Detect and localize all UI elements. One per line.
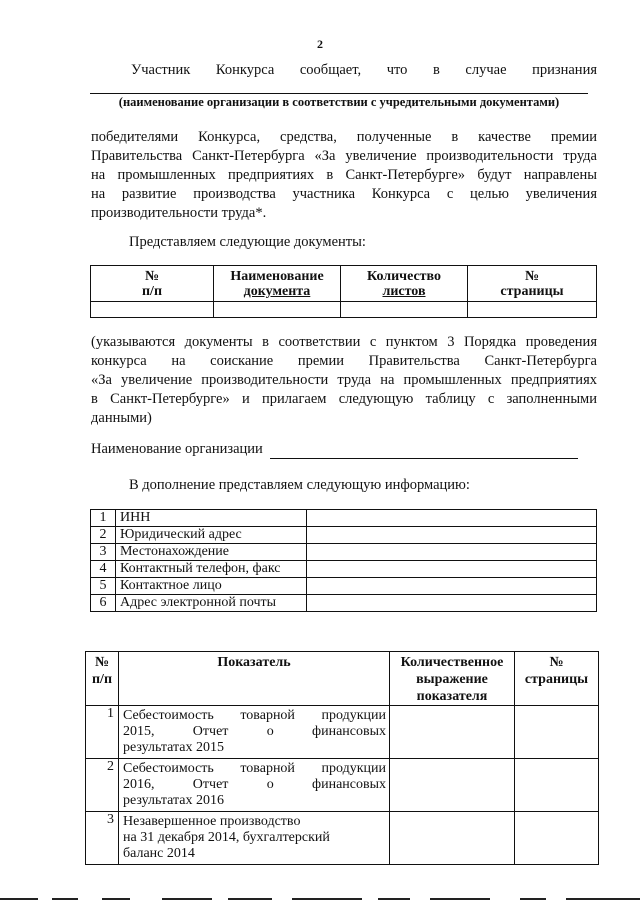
table-row <box>91 595 597 612</box>
row-label: Юридический адрес <box>116 527 307 544</box>
organization-name-label: Наименование организации <box>91 441 263 457</box>
row-label: Адрес электронной почты <box>116 595 307 612</box>
table-cell[interactable] <box>91 302 214 318</box>
table-row <box>91 527 597 544</box>
note-line: в Санкт-Петербурге» и прилагаем следующую таблицу с заполненными <box>91 391 597 407</box>
table-row <box>86 706 599 759</box>
organization-name-caption: (наименование организации в соответствии с учредительными документами) <box>118 95 560 109</box>
quantity-cell[interactable] <box>390 706 515 759</box>
table-row <box>86 759 599 812</box>
intro-paragraph <box>91 128 597 223</box>
table-row <box>91 510 597 527</box>
documents-table-row <box>91 302 597 318</box>
row-number: 5 <box>91 578 116 595</box>
intro-paragraph-line: Правительства Санкт-Петербурга «За увеличение производительности труда <box>91 148 597 164</box>
intro-paragraph-line: на промышленных предприятиях в Санкт-Петербурге» будут направлены <box>91 167 597 183</box>
row-number: 3 <box>91 544 116 561</box>
col-document-name-header: Наименование документа <box>214 266 341 302</box>
col-page-header: № страницы <box>468 266 597 302</box>
row-label: Местонахождение <box>116 544 307 561</box>
indicator-description: Незавершенное производство на 31 декабря 2014, бухгалтерский баланс 2014 <box>119 812 390 865</box>
row-label: Контактный телефон, факс <box>116 561 307 578</box>
table-row <box>91 578 597 595</box>
row-value[interactable] <box>307 595 597 612</box>
page-cell[interactable] <box>515 706 599 759</box>
indicator-description: Себестоимость товарной продукции 2016, Отчет о финансовых результатах 2016 <box>119 759 390 812</box>
note-line: «За увеличение производительности труда на промышленных предприятиях <box>91 372 597 388</box>
row-value[interactable] <box>307 561 597 578</box>
intro-paragraph-line: на развитие производства участника Конкурса с целью увеличения <box>91 186 597 202</box>
table-row <box>91 544 597 561</box>
page-cell[interactable] <box>515 759 599 812</box>
table-row <box>91 561 597 578</box>
intro-paragraph-line: производительности труда*. <box>91 205 267 221</box>
row-number: 2 <box>91 527 116 544</box>
row-number: 2 <box>86 759 119 812</box>
table-cell[interactable] <box>468 302 597 318</box>
note-line: конкурса на соискание премии Правительства Санкт-Петербурга <box>91 353 597 369</box>
row-value[interactable] <box>307 527 597 544</box>
indicator-description: Себестоимость товарной продукции 2015, Отчет о финансовых результатах 2015 <box>119 706 390 759</box>
row-value[interactable] <box>307 510 597 527</box>
row-label: Контактное лицо <box>116 578 307 595</box>
row-label: ИНН <box>116 510 307 527</box>
organization-name-underline <box>90 93 588 94</box>
page-cell[interactable] <box>515 812 599 865</box>
row-number: 4 <box>91 561 116 578</box>
col-page-header: № страницы <box>515 652 599 706</box>
table-row <box>86 812 599 865</box>
info-table <box>90 509 597 612</box>
col-sheet-count-header: Количество листов <box>341 266 468 302</box>
table-continuation-edge <box>0 898 640 905</box>
additional-info-heading: В дополнение представляем следующую информацию: <box>129 477 470 493</box>
row-number: 1 <box>91 510 116 527</box>
row-value[interactable] <box>307 578 597 595</box>
documents-heading: Представляем следующие документы: <box>129 234 366 250</box>
organization-name-field[interactable] <box>270 458 578 459</box>
intro-paragraph-line: победителями Конкурса, средства, полученные в качестве премии <box>91 129 597 145</box>
row-number: 3 <box>86 812 119 865</box>
quantity-cell[interactable] <box>390 759 515 812</box>
intro-line: Участник Конкурса сообщает, что в случае признания <box>131 62 597 78</box>
col-number-header: № п/п <box>91 266 214 302</box>
note-line: данными) <box>91 410 152 426</box>
row-number: 1 <box>86 706 119 759</box>
quantity-cell[interactable] <box>390 812 515 865</box>
table-cell[interactable] <box>341 302 468 318</box>
documents-table-header <box>91 266 597 302</box>
page-number: 2 <box>317 37 323 51</box>
documents-note <box>91 333 597 428</box>
col-indicator-header: Показатель <box>119 652 390 706</box>
indicator-table-header <box>86 652 599 706</box>
col-quantity-header: Количественное выражение показателя <box>390 652 515 706</box>
note-line: (указываются документы в соответствии с пунктом 3 Порядка проведения <box>91 334 597 350</box>
table-cell[interactable] <box>214 302 341 318</box>
col-number-header: № п/п <box>86 652 119 706</box>
row-value[interactable] <box>307 544 597 561</box>
row-number: 6 <box>91 595 116 612</box>
documents-table <box>90 265 597 318</box>
indicator-table <box>85 651 599 865</box>
